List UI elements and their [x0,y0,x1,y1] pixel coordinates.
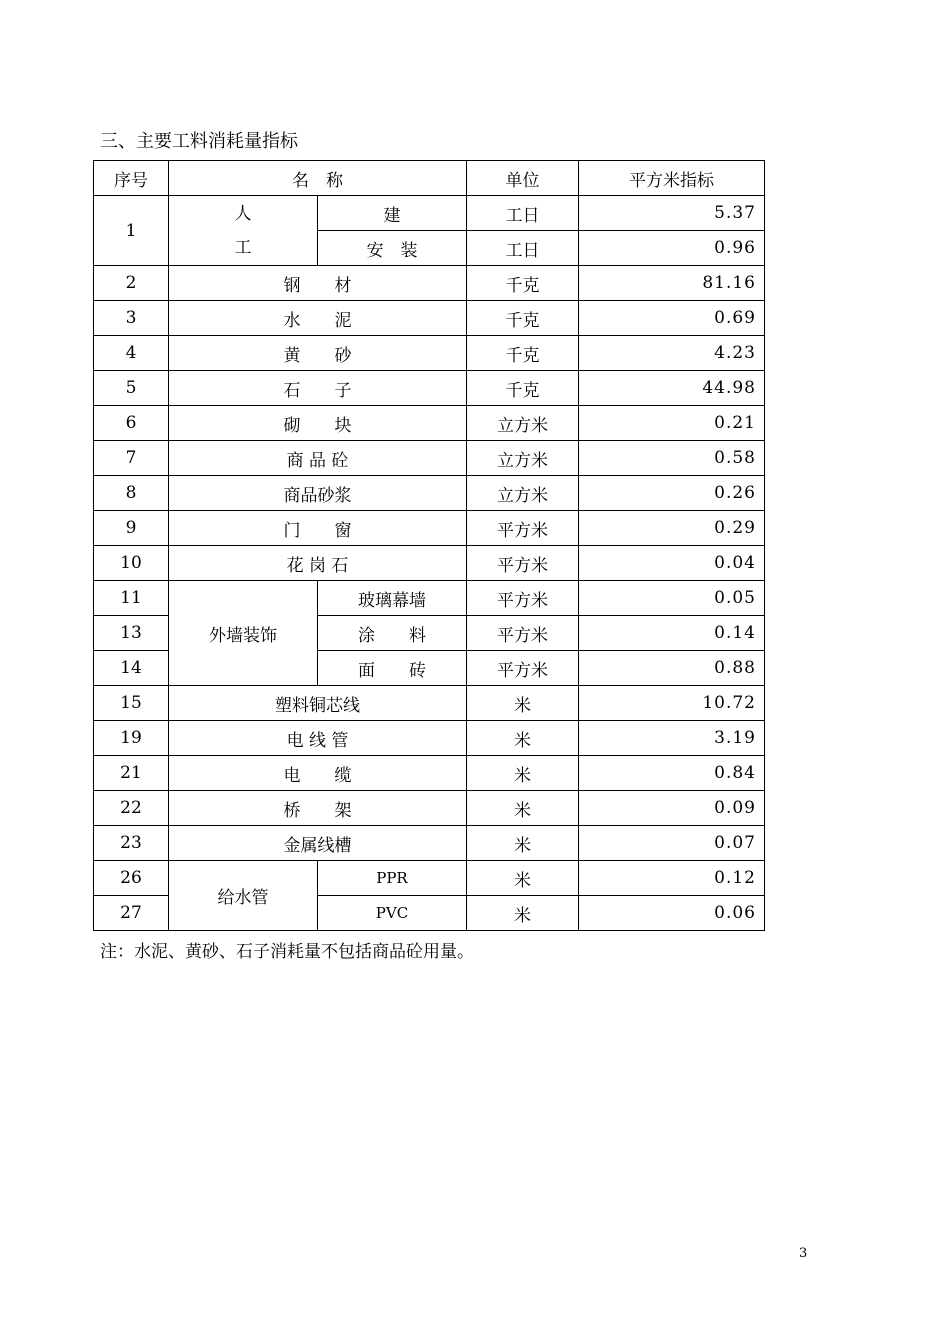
row-value: 0.06 [579,896,765,931]
row-subname: 玻璃幕墙 [318,581,467,616]
row-value: 0.96 [579,231,765,266]
facade-group-cell: 外墙装饰 [169,581,318,686]
row-unit: 千克 [467,336,579,371]
row-index: 4 [94,336,169,371]
row-value: 0.69 [579,301,765,336]
row-index: 10 [94,546,169,581]
row-index: 27 [94,896,169,931]
row-name: 塑料铜芯线 [169,686,467,721]
row-index: 7 [94,441,169,476]
labor-group-line2: 工 [234,237,252,258]
row-value: 4.23 [579,336,765,371]
row-unit: 工日 [467,231,579,266]
row-subname: 建 [318,196,467,231]
table-header-row [94,161,765,196]
row-name: 钢 材 [169,266,467,301]
row-index: 8 [94,476,169,511]
row-value: 0.84 [579,756,765,791]
table-row [94,441,765,476]
row-index: 23 [94,826,169,861]
table-row [94,266,765,301]
table-row [94,301,765,336]
row-name: 黄 砂 [169,336,467,371]
row-unit: 米 [467,756,579,791]
row-subname: 涂 料 [318,616,467,651]
row-index: 1 [94,196,169,266]
row-value: 5.37 [579,196,765,231]
row-index: 5 [94,371,169,406]
table-row [94,756,765,791]
row-name: 水 泥 [169,301,467,336]
row-index: 11 [94,581,169,616]
row-index: 21 [94,756,169,791]
row-value: 0.88 [579,651,765,686]
row-value: 0.26 [579,476,765,511]
row-name: 金属线槽 [169,826,467,861]
labor-group-line1: 人 [234,203,252,224]
row-unit: 米 [467,861,579,896]
row-unit: 米 [467,896,579,931]
row-name: 商 品 砼 [169,441,467,476]
row-subname: 面 砖 [318,651,467,686]
row-value: 81.16 [579,266,765,301]
table-row [94,861,765,896]
row-index: 3 [94,301,169,336]
row-unit: 立方米 [467,441,579,476]
row-value: 0.05 [579,581,765,616]
row-name: 石 子 [169,371,467,406]
row-subname: 安 装 [318,231,467,266]
row-index: 19 [94,721,169,756]
row-value: 3.19 [579,721,765,756]
labor-group-cell [169,196,318,266]
row-unit: 平方米 [467,511,579,546]
row-unit: 立方米 [467,476,579,511]
row-value: 0.58 [579,441,765,476]
table-row [94,721,765,756]
row-unit: 千克 [467,371,579,406]
row-value: 0.14 [579,616,765,651]
row-subname: PVC [318,896,467,931]
row-unit: 米 [467,686,579,721]
row-index: 26 [94,861,169,896]
material-consumption-table [93,160,765,931]
row-index: 9 [94,511,169,546]
row-index: 2 [94,266,169,301]
table-row [94,196,765,231]
table-row [94,511,765,546]
row-name: 商品砂浆 [169,476,467,511]
row-unit: 平方米 [467,616,579,651]
row-value: 44.98 [579,371,765,406]
row-unit: 立方米 [467,406,579,441]
table-row [94,686,765,721]
row-name: 砌 块 [169,406,467,441]
row-index: 6 [94,406,169,441]
table-row [94,791,765,826]
row-unit: 平方米 [467,546,579,581]
row-unit: 平方米 [467,651,579,686]
header-index: 序号 [94,161,169,196]
table-row [94,371,765,406]
row-unit: 米 [467,791,579,826]
row-name: 电 缆 [169,756,467,791]
water-pipe-group-cell: 给水管 [169,861,318,931]
row-unit: 工日 [467,196,579,231]
row-subname: PPR [318,861,467,896]
table-row [94,546,765,581]
row-value: 0.21 [579,406,765,441]
header-unit: 单位 [467,161,579,196]
table-row [94,581,765,616]
row-name: 花 岗 石 [169,546,467,581]
row-index: 14 [94,651,169,686]
row-name: 门 窗 [169,511,467,546]
row-value: 0.04 [579,546,765,581]
header-name: 名 称 [169,161,467,196]
row-index: 15 [94,686,169,721]
row-unit: 米 [467,826,579,861]
table-row [94,476,765,511]
table-row [94,336,765,371]
page-number: 3 [799,1246,808,1261]
row-value: 0.07 [579,826,765,861]
row-index: 22 [94,791,169,826]
row-value: 0.29 [579,511,765,546]
table-row [94,406,765,441]
row-unit: 米 [467,721,579,756]
row-index: 13 [94,616,169,651]
row-value: 0.12 [579,861,765,896]
header-indicator: 平方米指标 [579,161,765,196]
row-unit: 千克 [467,266,579,301]
footnote: 注：水泥、黄砂、石子消耗量不包括商品砼用量。 [100,942,474,962]
row-value: 10.72 [579,686,765,721]
row-unit: 平方米 [467,581,579,616]
row-name: 电 线 管 [169,721,467,756]
row-unit: 千克 [467,301,579,336]
section-title: 三、主要工料消耗量指标 [100,131,298,152]
row-name: 桥 架 [169,791,467,826]
row-value: 0.09 [579,791,765,826]
table-row [94,826,765,861]
